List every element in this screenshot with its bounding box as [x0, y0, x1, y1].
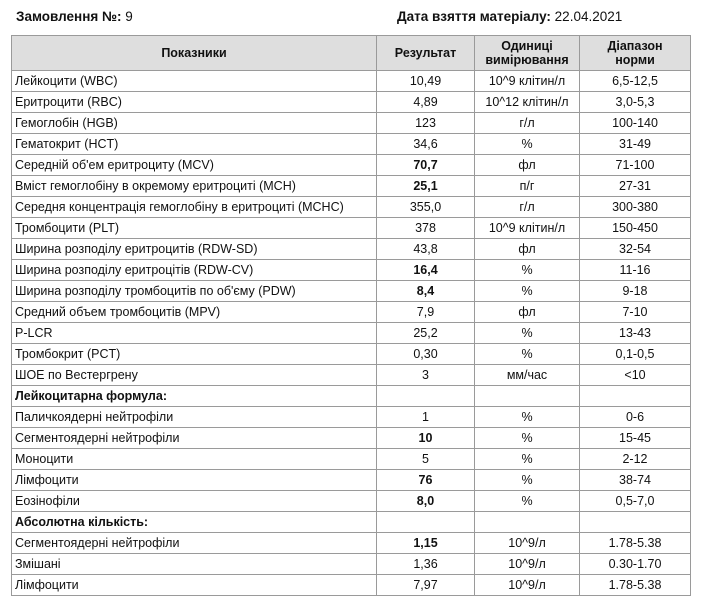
range-value: [580, 386, 691, 407]
unit-value: фл: [475, 302, 580, 323]
result-value: 76: [377, 470, 475, 491]
indicator-name: Середній об'ем еритроциту (MCV): [12, 155, 377, 176]
result-value: 0,30: [377, 344, 475, 365]
unit-value: %: [475, 323, 580, 344]
result-value: 8,4: [377, 281, 475, 302]
unit-value: фл: [475, 155, 580, 176]
range-value: 3,0-5,3: [580, 92, 691, 113]
result-value: 3: [377, 365, 475, 386]
range-value: 150-450: [580, 218, 691, 239]
range-value: 13-43: [580, 323, 691, 344]
table-row: [12, 71, 691, 92]
result-value: 5: [377, 449, 475, 470]
result-value: 4,89: [377, 92, 475, 113]
indicator-name: Лімфоцити: [12, 575, 377, 596]
results-table: [11, 35, 691, 596]
unit-value: %: [475, 260, 580, 281]
result-value: 70,7: [377, 155, 475, 176]
range-value: 38-74: [580, 470, 691, 491]
range-value: 0,5-7,0: [580, 491, 691, 512]
unit-value: г/л: [475, 113, 580, 134]
range-value: <10: [580, 365, 691, 386]
result-value: [377, 512, 475, 533]
unit-value: %: [475, 407, 580, 428]
range-value: 300-380: [580, 197, 691, 218]
indicator-name: Еозінофіли: [12, 491, 377, 512]
range-value: 2-12: [580, 449, 691, 470]
range-value: 0,1-0,5: [580, 344, 691, 365]
result-value: 25,2: [377, 323, 475, 344]
range-value: 71-100: [580, 155, 691, 176]
unit-value: мм/час: [475, 365, 580, 386]
section-row: [12, 512, 691, 533]
column-header-result: Результат: [377, 36, 475, 71]
result-value: 123: [377, 113, 475, 134]
table-row: [12, 176, 691, 197]
indicator-name: Ширина розподілу тромбоцитів по об'єму (PDW): [12, 281, 377, 302]
indicator-name: Паличкоядерні нейтрофіли: [12, 407, 377, 428]
indicator-name: P-LCR: [12, 323, 377, 344]
order-info: [16, 9, 133, 24]
table-row: [12, 281, 691, 302]
range-value: [580, 512, 691, 533]
range-value: 0.30-1.70: [580, 554, 691, 575]
result-value: 10,49: [377, 71, 475, 92]
range-value: 32-54: [580, 239, 691, 260]
result-value: 1,36: [377, 554, 475, 575]
unit-value: %: [475, 281, 580, 302]
indicator-name: Вміст гемоглобіну в окремому еритроциті (MCH): [12, 176, 377, 197]
column-header-range: Діапазон норми: [580, 36, 691, 71]
range-value: 27-31: [580, 176, 691, 197]
indicator-name: Ширина розподілу еритроцітів (RDW-CV): [12, 260, 377, 281]
unit-value: 10^9 клітин/л: [475, 71, 580, 92]
table-row: [12, 323, 691, 344]
unit-value: 10^12 клітин/л: [475, 92, 580, 113]
indicator-name: Змішані: [12, 554, 377, 575]
unit-value: %: [475, 491, 580, 512]
unit-value: 10^9 клітин/л: [475, 218, 580, 239]
sample-date-info: [397, 9, 622, 24]
range-value: 7-10: [580, 302, 691, 323]
table-row: [12, 92, 691, 113]
indicator-name: Лейкоцити (WBC): [12, 71, 377, 92]
table-header-row: [12, 36, 691, 71]
unit-value: %: [475, 344, 580, 365]
indicator-name: Тромбокрит (PCT): [12, 344, 377, 365]
table-row: [12, 428, 691, 449]
table-row: [12, 365, 691, 386]
range-value: 1.78-5.38: [580, 533, 691, 554]
table-row: [12, 113, 691, 134]
indicator-name: Гемоглобін (HGB): [12, 113, 377, 134]
indicator-name: Гематокрит (HCT): [12, 134, 377, 155]
result-value: 8,0: [377, 491, 475, 512]
sample-date-label: Дата взяття матеріалу:: [397, 9, 551, 24]
table-row: [12, 239, 691, 260]
unit-value: [475, 386, 580, 407]
result-value: 1,15: [377, 533, 475, 554]
indicator-name: Середня концентрація гемоглобіну в еритроциті (MCHC): [12, 197, 377, 218]
unit-value: 10^9/л: [475, 533, 580, 554]
result-value: [377, 386, 475, 407]
result-value: 7,97: [377, 575, 475, 596]
range-value: 1.78-5.38: [580, 575, 691, 596]
column-header-indicator: Показники: [12, 36, 377, 71]
unit-value: %: [475, 470, 580, 491]
indicator-name: Лейкоцитарна формула:: [12, 386, 377, 407]
table-row: [12, 344, 691, 365]
table-row: [12, 218, 691, 239]
section-row: [12, 386, 691, 407]
table-row: [12, 575, 691, 596]
indicator-name: Моноцити: [12, 449, 377, 470]
result-value: 1: [377, 407, 475, 428]
sample-date-value: 22.04.2021: [554, 9, 623, 24]
table-row: [12, 155, 691, 176]
table-row: [12, 260, 691, 281]
unit-value: %: [475, 428, 580, 449]
range-value: 9-18: [580, 281, 691, 302]
result-value: 7,9: [377, 302, 475, 323]
range-value: 11-16: [580, 260, 691, 281]
unit-value: [475, 512, 580, 533]
range-value: 31-49: [580, 134, 691, 155]
unit-value: 10^9/л: [475, 554, 580, 575]
range-value: 0-6: [580, 407, 691, 428]
indicator-name: Еритроцити (RBC): [12, 92, 377, 113]
result-value: 25,1: [377, 176, 475, 197]
table-row: [12, 197, 691, 218]
order-number: 9: [125, 9, 133, 24]
column-header-unit: Одиниці вимірювання: [475, 36, 580, 71]
indicator-name: Сегментоядерні нейтрофіли: [12, 533, 377, 554]
result-value: 43,8: [377, 239, 475, 260]
table-row: [12, 491, 691, 512]
result-value: 355,0: [377, 197, 475, 218]
table-row: [12, 449, 691, 470]
table-row: [12, 302, 691, 323]
range-value: 6,5-12,5: [580, 71, 691, 92]
unit-value: 10^9/л: [475, 575, 580, 596]
unit-value: г/л: [475, 197, 580, 218]
result-value: 10: [377, 428, 475, 449]
table-row: [12, 554, 691, 575]
range-value: 15-45: [580, 428, 691, 449]
results-table-body: [12, 71, 691, 596]
indicator-name: Абсолютна кількість:: [12, 512, 377, 533]
indicator-name: ШОЕ по Вестергрену: [12, 365, 377, 386]
indicator-name: Сегментоядерні нейтрофіли: [12, 428, 377, 449]
unit-value: п/г: [475, 176, 580, 197]
unit-value: фл: [475, 239, 580, 260]
range-value: 100-140: [580, 113, 691, 134]
result-value: 34,6: [377, 134, 475, 155]
unit-value: %: [475, 449, 580, 470]
result-value: 378: [377, 218, 475, 239]
document-header: [0, 0, 701, 36]
indicator-name: Лімфоцити: [12, 470, 377, 491]
table-row: [12, 407, 691, 428]
table-row: [12, 470, 691, 491]
indicator-name: Тромбоцити (PLT): [12, 218, 377, 239]
table-row: [12, 134, 691, 155]
indicator-name: Ширина розподілу еритроцитів (RDW-SD): [12, 239, 377, 260]
order-label: Замовлення №:: [16, 9, 122, 24]
unit-value: %: [475, 134, 580, 155]
result-value: 16,4: [377, 260, 475, 281]
table-row: [12, 533, 691, 554]
indicator-name: Средний объем тромбоцитів (MPV): [12, 302, 377, 323]
